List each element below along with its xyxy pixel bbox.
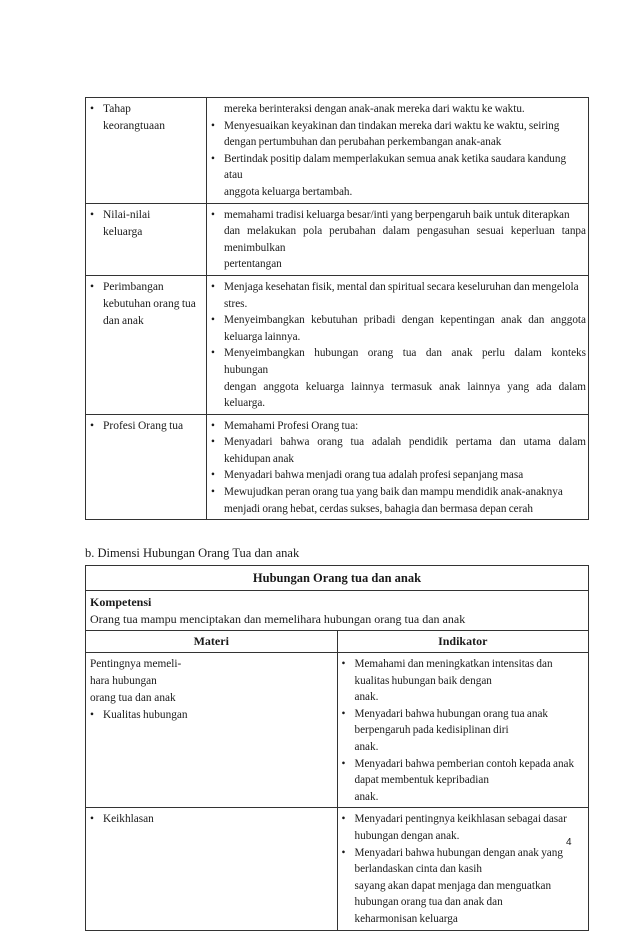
competency-row bbox=[86, 591, 589, 631]
bullet-text: Profesi Orang tua bbox=[103, 419, 184, 432]
continuation-line: menjadi orang hebat, cerdas sukses, bahagia dan bermasa depan cerah bbox=[224, 502, 533, 515]
materi-line: orang tua dan anak bbox=[90, 692, 176, 704]
indikator-cell bbox=[337, 808, 589, 930]
bullet-dot-icon: • bbox=[211, 314, 215, 327]
bullet-text: Tahap bbox=[103, 103, 131, 115]
continuation-line: sayang akan dapat menjaga dan menguatkan hubungan orang tua dan anak dan bbox=[354, 879, 552, 909]
continuation-line: dan melakukan pola perubahan dalam pengasuhan sesuai keperluan tanpa bbox=[224, 225, 586, 238]
continuation-line: keharmonisan keluarga bbox=[354, 912, 458, 925]
table-row bbox=[86, 203, 589, 275]
bullet-item bbox=[211, 418, 586, 435]
bullet-dot-icon: • bbox=[341, 846, 346, 859]
section-heading: b. Dimensi Hubungan Orang Tua dan anak bbox=[85, 546, 300, 560]
bullet-dot-icon: • bbox=[90, 709, 94, 721]
bullet-text: Menyadari bahwa hubungan orang tua anak berpengaruh pada kedisiplinan diri bbox=[354, 707, 549, 737]
bullet-text: Menyeimbangkan kebutuhan pribadi dengan kepentingan anak dan anggota bbox=[224, 314, 586, 327]
bullet-text: Memahami Profesi Orang tua: bbox=[224, 419, 359, 432]
continuation-line: hubungan bbox=[224, 363, 269, 376]
bullet-dot-icon: • bbox=[211, 119, 215, 132]
bullet-item bbox=[342, 706, 587, 739]
bullet-dot-icon: • bbox=[341, 658, 346, 670]
table-row bbox=[86, 275, 589, 414]
bullet-text: Menyesuaikan keyakinan dan tindakan mereka dari waktu ke waktu, seiring bbox=[224, 119, 560, 132]
relationship-table bbox=[85, 565, 589, 931]
bullet-item bbox=[211, 151, 586, 168]
bullet-item bbox=[90, 418, 202, 435]
bullet-text: Keikhlasan bbox=[103, 813, 154, 826]
description-cell bbox=[207, 414, 589, 520]
aspect-cell bbox=[86, 414, 207, 520]
bullet-item bbox=[90, 207, 202, 224]
bullet-dot-icon: • bbox=[341, 813, 346, 826]
aspect-cell bbox=[86, 275, 207, 414]
continuation-line: keluarga. bbox=[224, 397, 266, 410]
bullet-dot-icon: • bbox=[90, 103, 95, 115]
bullet-item bbox=[211, 434, 586, 451]
description-cell bbox=[207, 275, 589, 414]
bullet-text: Menyadari bahwa pemberian contoh kepada anak dapat membentuk kepribadian bbox=[354, 757, 575, 787]
column-header-indikator: Indikator bbox=[337, 631, 589, 653]
bullet-item bbox=[211, 312, 586, 329]
bullet-item bbox=[90, 279, 202, 296]
page-number: 4 bbox=[566, 837, 572, 848]
bullet-dot-icon: • bbox=[211, 152, 215, 165]
aspect-label-cont: keluarga bbox=[103, 225, 143, 238]
bullet-dot-icon: • bbox=[211, 486, 215, 499]
bullet-text: Menyadari pentingnya keikhlasan sebagai dasar hubungan dengan anak. bbox=[354, 813, 567, 842]
table-row bbox=[86, 808, 589, 930]
bullet-item bbox=[342, 756, 587, 789]
bullet-text: Nilai-nilai bbox=[103, 208, 151, 221]
bullet-text: Menyadari bahwa orang tua adalah pendidik pertama dan utama dalam bbox=[224, 436, 586, 449]
aspect-cell bbox=[86, 203, 207, 275]
continuation-line: pertentangan bbox=[224, 258, 282, 271]
aspect-cell bbox=[86, 98, 207, 204]
materi-cell bbox=[86, 808, 338, 930]
bullet-item bbox=[342, 845, 587, 878]
continuation-line: stres. bbox=[224, 297, 248, 310]
bullet-dot-icon: • bbox=[90, 208, 95, 221]
materi-line: hara hubungan bbox=[90, 675, 157, 687]
bullet-dot-icon: • bbox=[211, 347, 215, 360]
table-row bbox=[86, 414, 589, 520]
continuation-line: atau bbox=[224, 169, 243, 182]
competency-label: Kompetensi bbox=[90, 595, 152, 609]
bullet-text: Menyeimbangkan hubungan orang tua dan anak perlu dalam konteks bbox=[224, 347, 586, 360]
continuation-line: anggota keluarga bertambah. bbox=[224, 185, 353, 198]
bullet-dot-icon: • bbox=[211, 419, 215, 432]
materi-cell bbox=[86, 653, 338, 808]
bullet-item bbox=[90, 811, 333, 828]
continuation-line: keluarga lainnya. bbox=[224, 330, 301, 343]
bullet-dot-icon: • bbox=[211, 280, 215, 293]
bullet-item bbox=[211, 484, 586, 501]
bullet-dot-icon: • bbox=[211, 469, 215, 482]
bullet-item bbox=[211, 345, 586, 362]
bullet-dot-icon: • bbox=[341, 707, 346, 720]
bullet-text: Kualitas hubungan bbox=[103, 709, 188, 721]
column-header-row bbox=[86, 631, 589, 653]
bullet-item bbox=[211, 467, 586, 484]
continuation-line: kehidupan anak bbox=[224, 452, 295, 465]
bullet-text: Menjaga kesehatan fisik, mental dan spiritual secara keseluruhan dan mengelola bbox=[224, 280, 579, 293]
materi-line: Pentingnya memeli- bbox=[90, 658, 182, 670]
bullet-item bbox=[211, 118, 586, 135]
continuation-line: anak. bbox=[354, 790, 379, 803]
continuation-line: anak. bbox=[354, 691, 379, 704]
continuation-line: menimbulkan bbox=[224, 241, 286, 254]
table-row bbox=[86, 98, 589, 204]
bullet-dot-icon: • bbox=[211, 208, 215, 221]
bullet-dot-icon: • bbox=[90, 813, 94, 826]
bullet-dot-icon: • bbox=[90, 280, 95, 293]
description-cell bbox=[207, 98, 589, 204]
column-header-materi: Materi bbox=[86, 631, 338, 653]
bullet-text: Mewujudkan peran orang tua yang baik dan mampu mendidik anak-anaknya bbox=[224, 486, 563, 499]
indikator-cell bbox=[337, 653, 589, 808]
bullet-dot-icon: • bbox=[211, 436, 215, 449]
table-row bbox=[86, 653, 589, 808]
parenting-table bbox=[85, 97, 589, 520]
bullet-dot-icon: • bbox=[90, 419, 95, 432]
bullet-item bbox=[90, 707, 333, 724]
aspect-label-cont: kebutuhan orang tua dan anak bbox=[103, 297, 196, 327]
bullet-item bbox=[211, 279, 586, 296]
bullet-item bbox=[342, 656, 587, 689]
table-title-row bbox=[86, 566, 589, 591]
bullet-item bbox=[211, 207, 586, 224]
continuation-line: mereka berinteraksi dengan anak-anak mereka dari waktu ke waktu. bbox=[224, 103, 525, 115]
bullet-item bbox=[342, 811, 587, 844]
bullet-text: Perimbangan bbox=[103, 280, 164, 293]
bullet-text: Menyadari bahwa hubungan dengan anak yang berlandaskan cinta dan kasih bbox=[354, 846, 563, 876]
continuation-line: dengan anggota keluarga lainnya termasuk anak lainnya yang ada dalam bbox=[224, 380, 586, 393]
bullet-text: Menyadari bahwa menjadi orang tua adalah profesi sepanjang masa bbox=[224, 469, 524, 482]
continuation-line: dengan pertumbuhan dan perubahan perkembangan anak-anak bbox=[224, 136, 502, 149]
bullet-dot-icon: • bbox=[341, 757, 346, 770]
bullet-text: memahami tradisi keluarga besar/inti yang berpengaruh baik untuk diterapkan bbox=[224, 208, 570, 221]
aspect-label-cont: keorangtuaan bbox=[103, 120, 165, 132]
continuation-line: anak. bbox=[354, 740, 379, 753]
bullet-text: Bertindak positip dalam memperlakukan semua anak ketika saudara kandung bbox=[224, 152, 567, 165]
bullet-item bbox=[90, 101, 202, 118]
bullet-text: Memahami dan meningkatkan intensitas dan kualitas hubungan baik dengan bbox=[354, 658, 553, 687]
competency-text: Orang tua mampu menciptakan dan memelihara hubungan orang tua dan anak bbox=[90, 612, 466, 626]
table-title: Hubungan Orang tua dan anak bbox=[86, 566, 589, 591]
description-cell bbox=[207, 203, 589, 275]
